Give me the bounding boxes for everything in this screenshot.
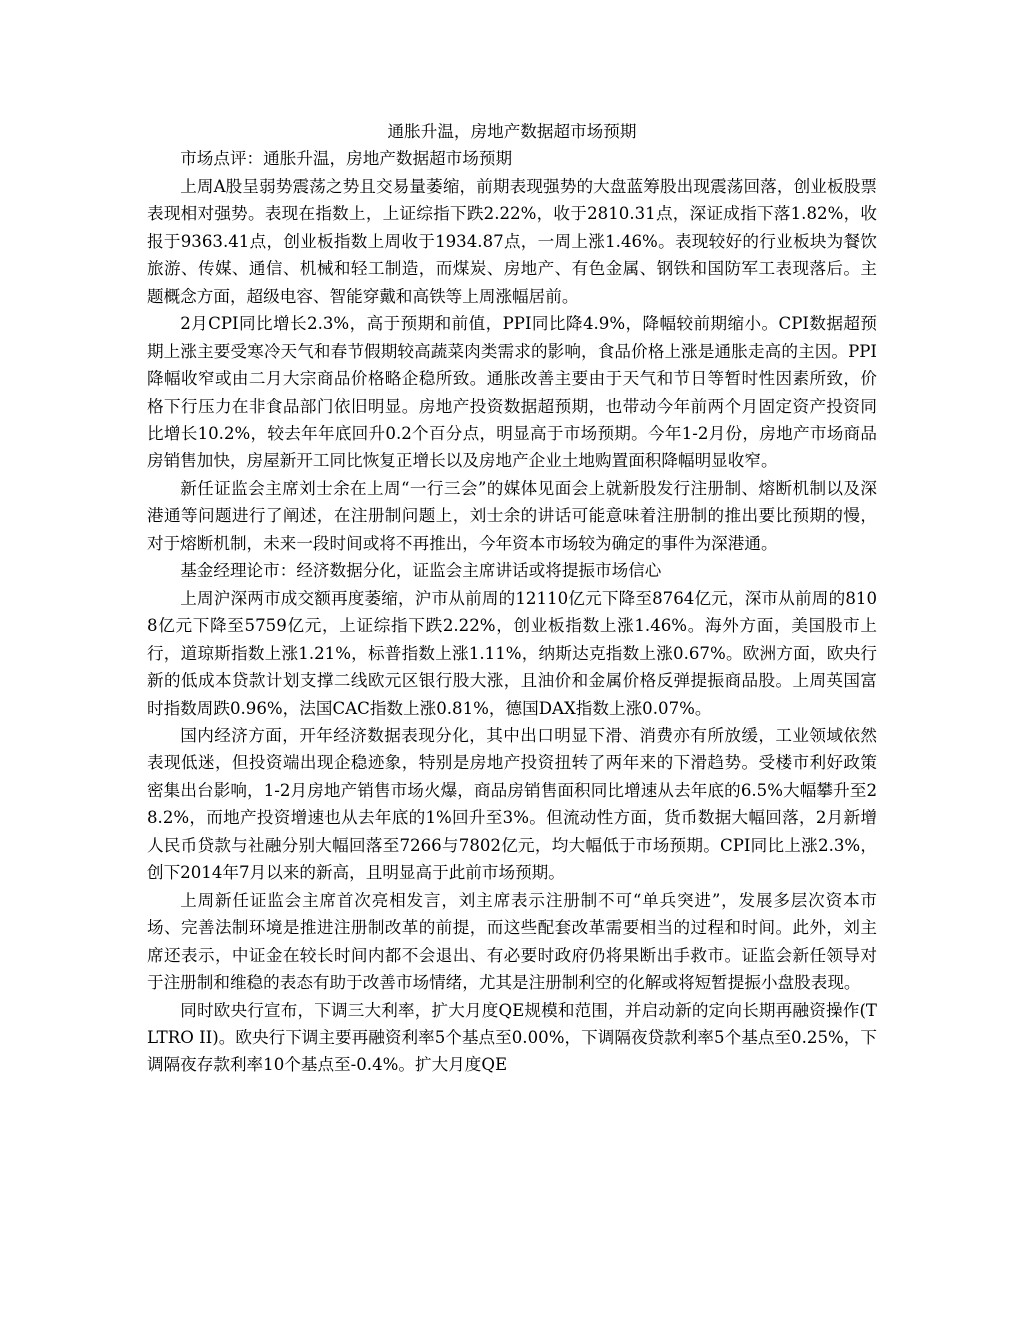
section-heading-market-comment: 市场点评：通胀升温，房地产数据超市场预期 — [180, 149, 513, 169]
body-paragraph: 上周沪深两市成交额再度萎缩，沪市从前周的12110亿元下降至8764亿元，深市从前周的8108亿元下降至5759亿元，上证综指下跌2.22%，创业板指数上涨1.46%。海外方面，美国股市上行，道琼斯指数上涨1.21%，标普指数上涨1.11%，纳斯达克指数上涨0.67%。欧洲方面，欧央行新的低成本贷款计划支撑二线欧元区银行股大涨，且油价和金属价格反弹提振商品股。上周英国富时指数周跌0.96%，法国CAC指数上涨0.81%，德国DAX指数上涨0.07%。 — [147, 588, 877, 718]
document-page — [147, 118, 877, 1079]
document-title: 通胀升温，房地产数据超市场预期 — [387, 122, 637, 141]
body-paragraph: 上周A股呈弱势震荡之势且交易量萎缩，前期表现强势的大盘蓝筹股出现震荡回落，创业板股票表现相对强势。表现在指数上，上证综指下跌2.22%，收于2810.31点，深证成指下落1.82%，收报于9363.41点，创业板指数上周收于1934.87点，一周上涨1.46%。表现较好的行业板块为餐饮旅游、传媒、通信、机械和轻工制造，而煤炭、房地产、有色金属、钢铁和国防军工表现落后。主题概念方面，超级电容、智能穿戴和高铁等上周涨幅居前。 — [147, 176, 877, 306]
body-paragraph: 新任证监会主席刘士余在上周“一行三会”的媒体见面会上就新股发行注册制、熔断机制以及深港通等问题进行了阐述，在注册制问题上，刘士余的讲话可能意味着注册制的推出要比预期的慢，对于熔断机制，未来一段时间或将不再推出，今年资本市场较为确定的事件为深港通。 — [147, 478, 877, 553]
body-paragraph: 国内经济方面，开年经济数据表现分化，其中出口明显下滑、消费亦有所放缓，工业领域依然表现低迷，但投资端出现企稳迹象，特别是房地产投资扭转了两年来的下滑趋势。受楼市利好政策密集出台影响，1-2月房地产销售市场火爆，商品房销售面积同比增速从去年底的6.5%大幅攀升至28.2%，而地产投资增速也从去年底的1%回升至3%。但流动性方面，货币数据大幅回落，2月新增人民币贷款与社融分别大幅回落至7266与7802亿元，均大幅低于市场预期。CPI同比上涨2.3%，创下2014年7月以来的新高，且明显高于此前市场预期。 — [147, 725, 877, 883]
section-heading-fund-manager: 基金经理论市：经济数据分化，证监会主席讲话或将提振市场信心 — [180, 561, 662, 581]
body-paragraph: 同时欧央行宣布，下调三大利率，扩大月度QE规模和范围，并启动新的定向长期再融资操作(TLTRO II)。欧央行下调主要再融资利率5个基点至0.00%，下调隔夜贷款利率5个基点至0.25%，下调隔夜存款利率10个基点至-0.4%。扩大月度QE — [147, 1000, 877, 1075]
body-paragraph: 上周新任证监会主席首次亮相发言，刘主席表示注册制不可“单兵突进”，发展多层次资本市场、完善法制环境是推进注册制改革的前提，而这些配套改革需要相当的过程和时间。此外，刘主席还表示，中证金在较长时间内都不会退出、有必要时政府仍将果断出手救市。证监会新任领导对于注册制和维稳的表态有助于改善市场情绪，尤其是注册制利空的化解或将短暂提振小盘股表现。 — [147, 890, 877, 993]
body-paragraph: 2月CPI同比增长2.3%，高于预期和前值，PPI同比降4.9%，降幅较前期缩小。CPI数据超预期上涨主要受寒冷天气和春节假期较高蔬菜肉类需求的影响，食品价格上涨是通胀走高的主因。PPI降幅收窄或由二月大宗商品价格略企稳所致。通胀改善主要由于天气和节日等暂时性因素所致，价格下行压力在非食品部门依旧明显。房地产投资数据超预期，也带动今年前两个月固定资产投资同比增长10.2%，较去年年底回升0.2个百分点，明显高于市场预期。今年1-2月份，房地产市场商品房销售加快，房屋新开工同比恢复正增长以及房地产企业土地购置面积降幅明显收窄。 — [147, 314, 877, 471]
